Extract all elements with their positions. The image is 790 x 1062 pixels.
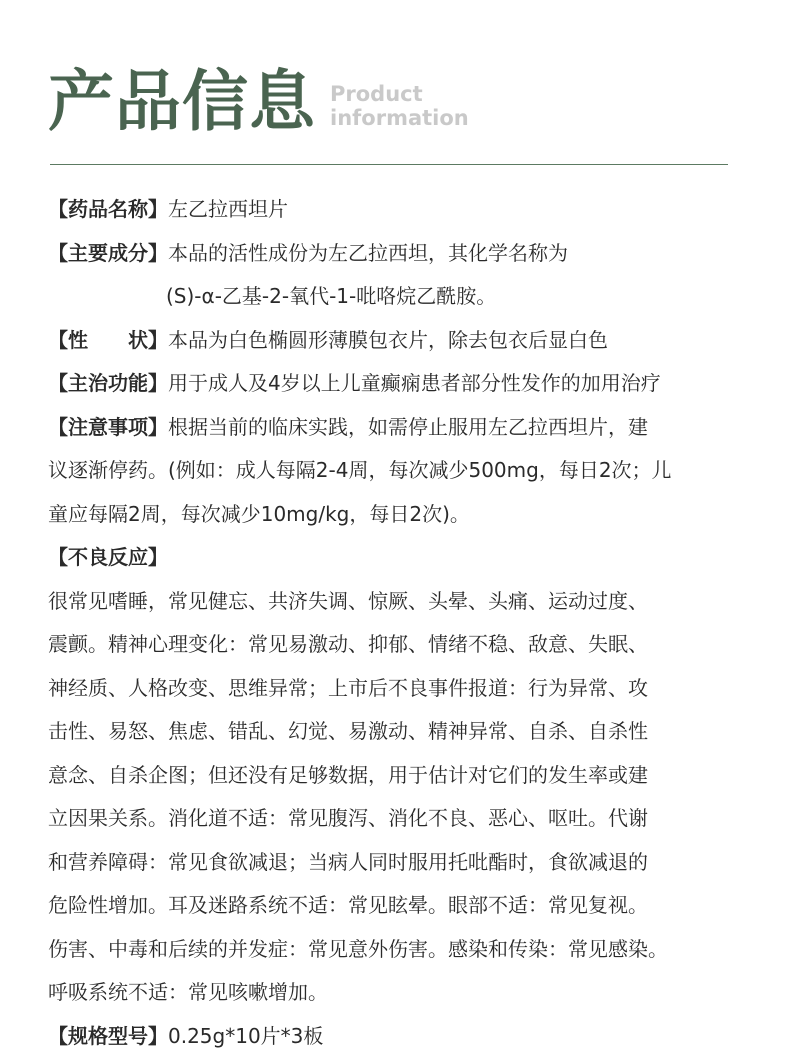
ingredient-value: 本品的活性成份为左乙拉西坦，其化学名称为 [168, 240, 568, 265]
indication-label: 【主治功能】 [48, 371, 168, 395]
character-value: 本品为白色椭圆形薄膜包衣片，除去包衣后显白色 [168, 327, 608, 352]
drug-name-label: 【药品名称】 [48, 197, 168, 221]
field-drug-name [48, 188, 768, 232]
field-ingredient [48, 232, 768, 276]
field-character [48, 319, 768, 363]
adverse-line: 震颤。精神心理变化：常见易激动、抑郁、情绪不稳、敌意、失眠、 [48, 632, 648, 656]
adverse-line: 击性、易怒、焦虑、错乱、幻觉、易激动、精神异常、自杀、自杀性 [48, 719, 648, 743]
adverse-line: 和营养障碍：常见食欲减退；当病人同时服用托吡酯时，食欲减退的 [48, 849, 648, 874]
caution-value-line-1: 根据当前的临床实践，如需停止服用左乙拉西坦片，建 [168, 414, 648, 439]
adverse-line: 很常见嗜睡，常见健忘、共济失调、惊厥、头晕、头痛、运动过度、 [48, 588, 648, 613]
indication-value: 用于成人及4岁以上儿童癫痫患者部分性发作的加用治疗 [168, 371, 661, 395]
page-subtitle [330, 82, 469, 130]
ingredient-chemical-name: (S)-α-乙基-2-氧代-1-吡咯烷乙酰胺。 [166, 284, 497, 308]
drug-name-value: 左乙拉西坦片 [168, 197, 288, 221]
product-info-body [48, 188, 768, 1058]
caution-value-line-2: 议逐渐停药。(例如：成人每隔2-4周，每次减少500mg，每日2次；儿 [48, 458, 672, 482]
adverse-line: 立因果关系。消化道不适：常见腹泻、消化不良、恶心、呕吐。代谢 [48, 806, 648, 830]
header-divider [50, 164, 728, 165]
character-label: 【性 状】 [48, 327, 168, 352]
adverse-label: 【不良反应】 [48, 545, 168, 569]
adverse-line: 伤害、中毒和后续的并发症：常见意外伤害。感染和传染：常见感染。 [48, 936, 668, 961]
ingredient-label: 【主要成分】 [48, 240, 168, 265]
field-indication [48, 362, 768, 406]
subtitle-line-1: Product [330, 82, 423, 106]
adverse-line: 神经质、人格改变、思维异常；上市后不良事件报道：行为异常、攻 [48, 675, 648, 700]
field-caution [48, 406, 768, 450]
caution-value-line-3: 童应每隔2周，每次减少10mg/kg，每日2次)。 [48, 501, 470, 526]
adverse-line: 意念、自杀企图；但还没有足够数据，用于估计对它们的发生率或建 [48, 762, 648, 787]
page-title: 产品信息 [48, 63, 316, 140]
adverse-line: 呼吸系统不适：常见咳嗽增加。 [48, 980, 328, 1004]
caution-label: 【注意事项】 [48, 414, 168, 439]
field-specification [48, 1015, 768, 1059]
spec-value: 0.25g*10片*3板 [168, 1023, 324, 1048]
adverse-line: 危险性增加。耳及迷路系统不适：常见眩晕。眼部不适：常见复视。 [48, 893, 648, 917]
subtitle-line-2: information [330, 106, 469, 130]
spec-label: 【规格型号】 [48, 1023, 168, 1048]
adverse-reactions-text [48, 580, 768, 1015]
